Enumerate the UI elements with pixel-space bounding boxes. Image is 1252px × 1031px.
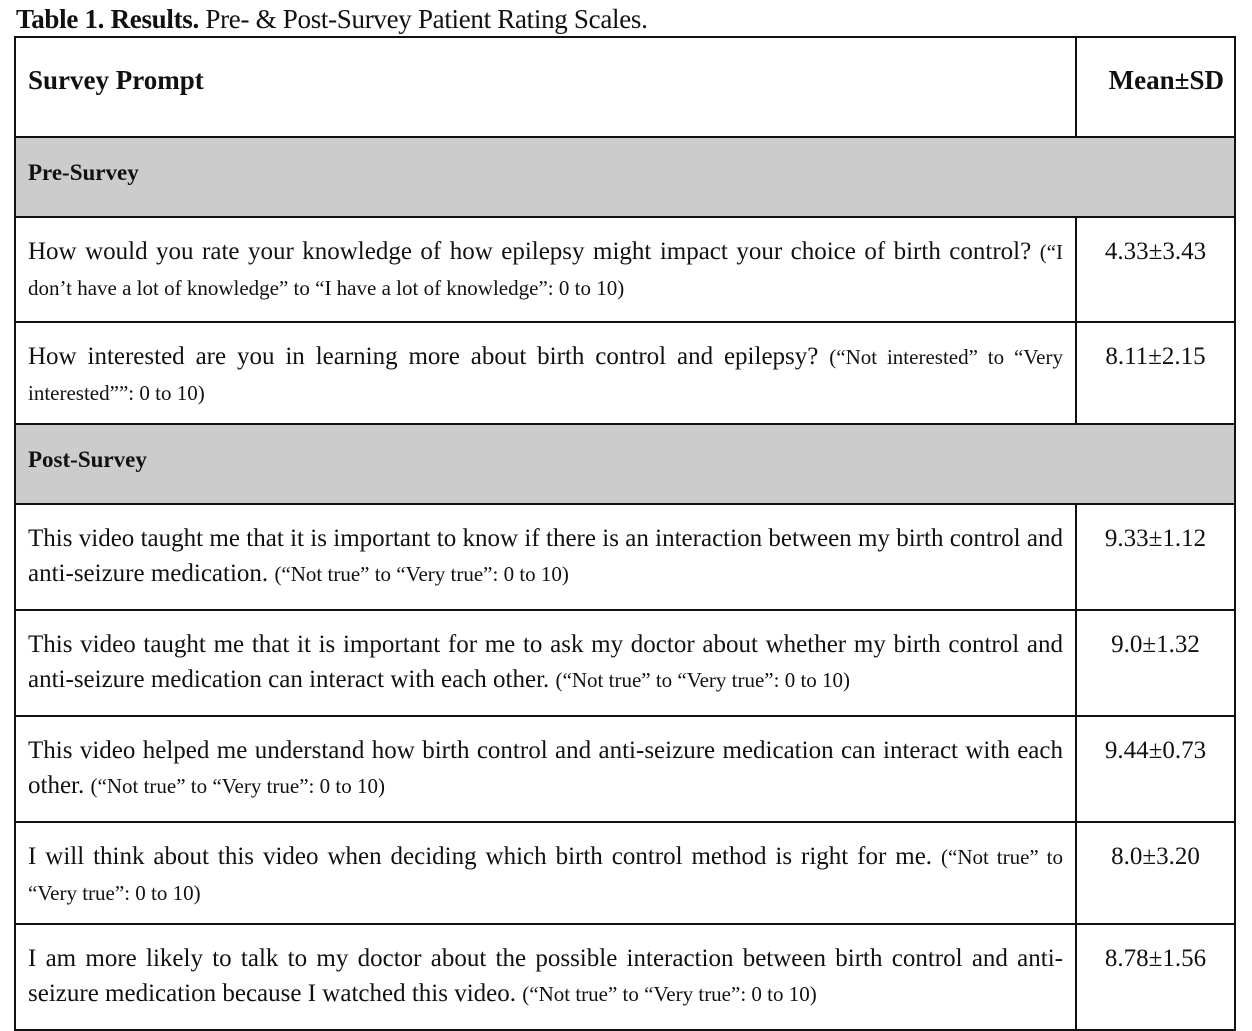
caption-text: Pre- & Post-Survey Patient Rating Scales.: [198, 4, 648, 34]
prompt-text: I will think about this video when deciding which birth control method is right for me.: [28, 843, 941, 870]
prompt-cell: [15, 504, 1076, 610]
prompt-text: How interested are you in learning more about birth control and epilepsy?: [28, 343, 830, 370]
mean-sd-cell: 9.33±1.12: [1076, 504, 1235, 610]
table-caption: [16, 2, 648, 36]
prompt-cell: [15, 924, 1076, 1030]
header-row: [15, 37, 1235, 137]
scale-text: (“I don’t have a lot of knowledge” to “I have a lot of knowledge”: 0 to 10): [28, 240, 1063, 300]
prompt-text: How would you rate your knowledge of how epilepsy might impact your choice of birth control?: [28, 238, 1040, 265]
mean-sd-cell: 4.33±3.43: [1076, 217, 1235, 322]
prompt-text: This video helped me understand how birth control and anti-seizure medication can interact with each other.: [28, 737, 1063, 799]
prompt-cell: [15, 322, 1076, 424]
header-mean-sd: Mean±SD: [1076, 37, 1235, 137]
prompt-text: This video taught me that it is important for me to ask my doctor about whether my birth control and anti-seizure medication can interact with each other.: [28, 631, 1063, 693]
scale-text: (“Not true” to “Very true”: 0 to 10): [28, 845, 1063, 905]
scale-text: (“Not true” to “Very true”: 0 to 10): [90, 774, 385, 798]
prompt-text: I am more likely to talk to my doctor about the possible interaction between birth control and anti-seizure medication because I watched this video.: [28, 945, 1063, 1007]
table-row: [15, 610, 1235, 716]
table-row: [15, 822, 1235, 924]
section-title: Pre-Survey: [15, 137, 1235, 217]
scale-text: (“Not true” to “Very true”: 0 to 10): [274, 562, 569, 586]
mean-sd-cell: 8.78±1.56: [1076, 924, 1235, 1030]
header-survey-prompt: Survey Prompt: [15, 37, 1076, 137]
section-row-post-survey: [15, 424, 1235, 504]
mean-sd-cell: 9.0±1.32: [1076, 610, 1235, 716]
caption-label: Table 1. Results.: [16, 4, 199, 34]
prompt-cell: [15, 610, 1076, 716]
table-row: [15, 716, 1235, 822]
section-row-pre-survey: [15, 137, 1235, 217]
table-row: [15, 217, 1235, 322]
prompt-cell: [15, 217, 1076, 322]
table-row: [15, 322, 1235, 424]
prompt-cell: [15, 822, 1076, 924]
prompt-text: This video taught me that it is important to know if there is an interaction between my birth control and anti-seizure medication.: [28, 525, 1063, 587]
mean-sd-cell: 8.11±2.15: [1076, 322, 1235, 424]
table-row: [15, 504, 1235, 610]
prompt-cell: [15, 716, 1076, 822]
scale-text: (“Not true” to “Very true”: 0 to 10): [555, 668, 851, 692]
scale-text: (“Not true” to “Very true”: 0 to 10): [522, 982, 817, 1006]
mean-sd-cell: 9.44±0.73: [1076, 716, 1235, 822]
mean-sd-cell: 8.0±3.20: [1076, 822, 1235, 924]
section-title: Post-Survey: [15, 424, 1235, 504]
scale-text: (“Not interested” to “Very interested””: 0 to 10): [28, 345, 1064, 405]
table-row: [15, 924, 1235, 1030]
results-table: [14, 36, 1236, 1031]
